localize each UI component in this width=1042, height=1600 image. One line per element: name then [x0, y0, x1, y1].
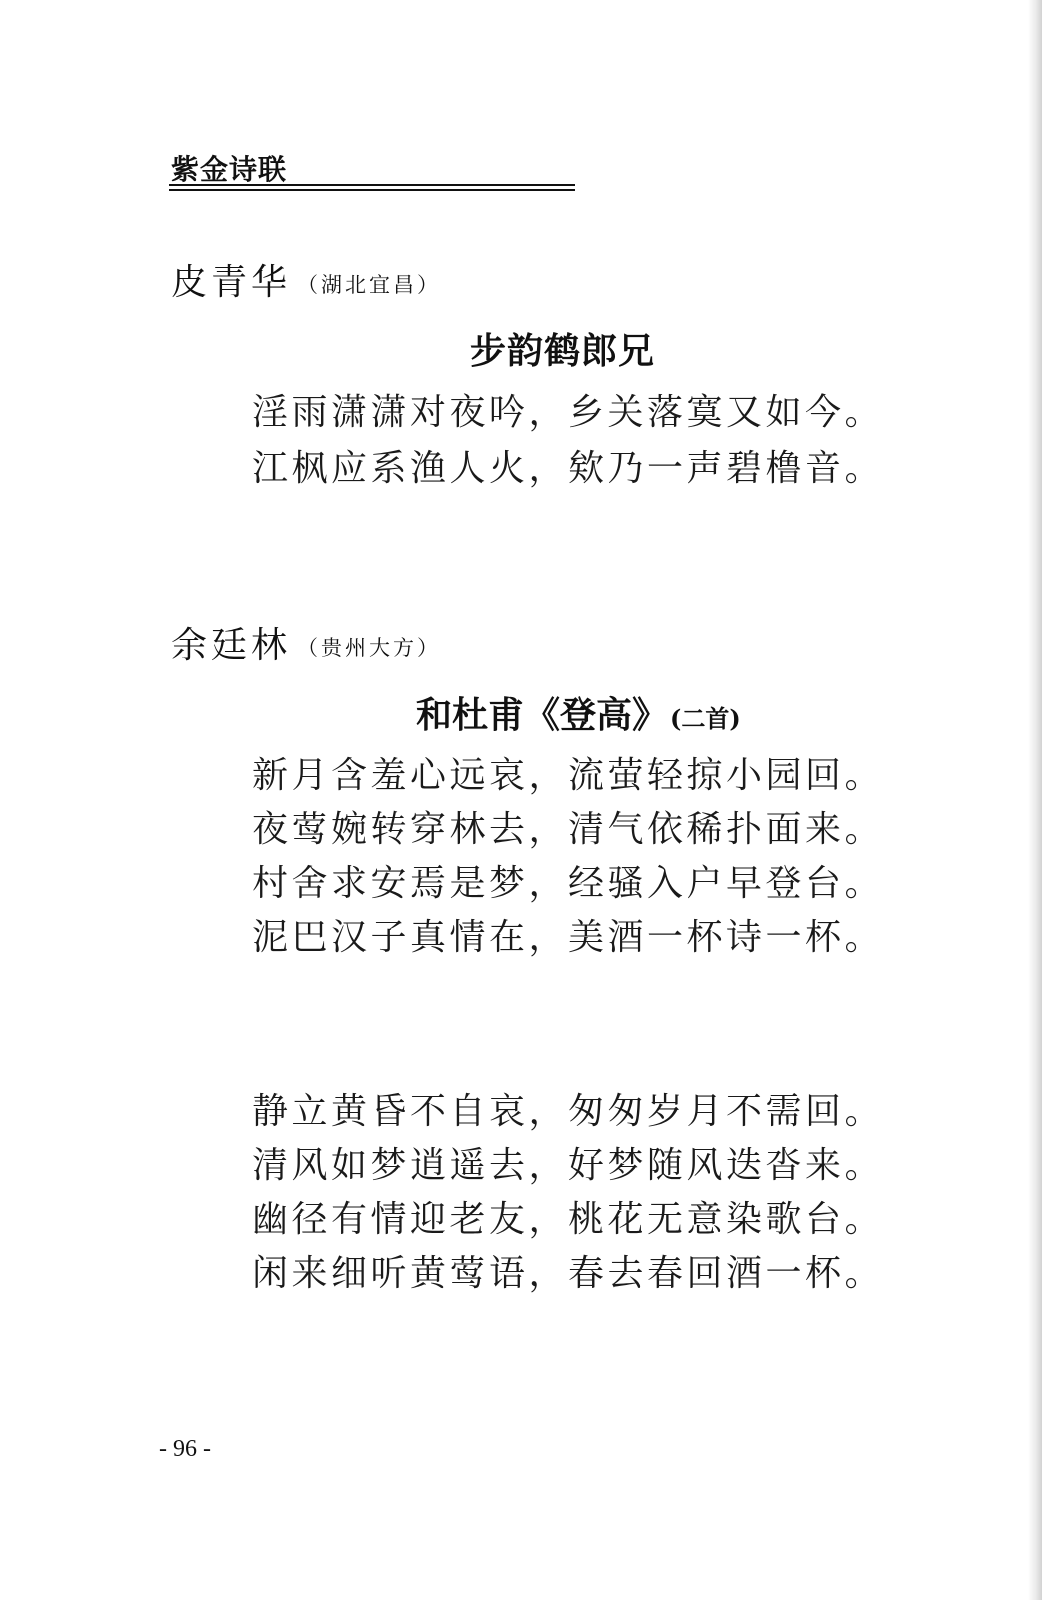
- poem-title: [416, 687, 741, 738]
- verse-line: 清风如梦逍遥去，好梦随风迭沓来。: [252, 1145, 885, 1186]
- author-name: 余廷林: [171, 625, 292, 666]
- verse-line: 闲来细听黄莺语，春去春回酒一杯。: [252, 1253, 885, 1294]
- poem-title-note: (二首): [670, 704, 741, 733]
- running-header: 紫金诗联: [171, 153, 288, 186]
- poem-title-text: 和杜甫《登高》: [416, 694, 669, 736]
- verse-line: 村舍求安焉是梦，经骚入户早登台。: [252, 863, 885, 904]
- verse-line: 泥巴汉子真情在，美酒一杯诗一杯。: [252, 917, 885, 958]
- verse-line: 淫雨潇潇对夜吟，乡关落寞又如今。: [252, 392, 885, 433]
- header-double-rule: [169, 184, 575, 191]
- page-edge-shadow: [1028, 0, 1042, 1600]
- author-line: [171, 617, 441, 668]
- author-place: （贵州大方）: [297, 636, 442, 660]
- poem-title-text: 步韵鹤郎兄: [470, 330, 656, 372]
- page-number: - 96 -: [159, 1436, 211, 1462]
- verse-line: 幽径有情迎老友，桃花无意染歌台。: [252, 1199, 885, 1240]
- verse-line: 新月含羞心远哀，流萤轻掠小园回。: [252, 755, 885, 796]
- author-place: （湖北宜昌）: [297, 273, 442, 297]
- verse-line: 江枫应系渔人火，欸乃一声碧橹音。: [252, 448, 885, 489]
- poem-title: [470, 323, 655, 374]
- author-line: [171, 254, 441, 305]
- verse-line: 夜莺婉转穿林去，清气依稀扑面来。: [252, 809, 885, 850]
- verse-line: 静立黄昏不自哀，匆匆岁月不需回。: [252, 1091, 885, 1132]
- author-name: 皮青华: [171, 262, 292, 303]
